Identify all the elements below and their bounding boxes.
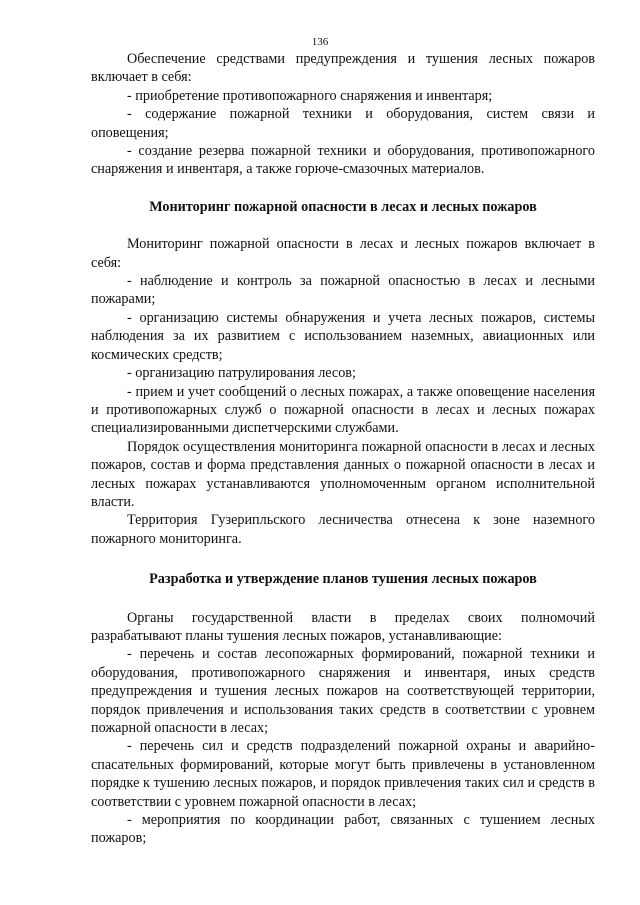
page-number: 136 xyxy=(311,36,329,48)
monitoring-paragraph: Порядок осуществления мониторинга пожарной опасности в лесах и лесных пожаров, состав и форма представления данных о пожарной опасности в лесах и лесных пожарах устанавливаются уполномоченным органом исполнительной власти. xyxy=(91,438,595,510)
plans-paragraph: Органы государственной власти в пределах своих полномочий разрабатывают планы тушения лесных пожаров, устанавливающие: xyxy=(91,609,595,644)
monitoring-paragraph: Территория Гузерипльского лесничества отнесена к зоне наземного пожарного мониторинга. xyxy=(91,512,595,547)
spacer xyxy=(91,589,595,609)
monitoring-list-item: - наблюдение и контроль за пожарной опасностью в лесах и лесными пожарами; xyxy=(91,273,595,308)
plans-list-item: - перечень сил и средств подразделений пожарной охраны и аварийно-спасательных формирований, которые могут быть привлечены в установленном порядке к тушению лесных пожаров, и порядок привлечения таких сил и средств в соответствии с уровнем пожарной опасности в лесах; xyxy=(91,738,595,810)
spacer xyxy=(91,548,595,570)
spacer xyxy=(91,216,595,235)
monitoring-list-item: - организацию патрулирования лесов; xyxy=(127,365,356,382)
page-content xyxy=(91,50,595,848)
intro-list-item: - содержание пожарной техники и оборудования, систем связи и оповещения; xyxy=(91,106,595,141)
plans-list-item: - мероприятия по координации работ, связанных с тушением лесных пожаров; xyxy=(91,812,595,847)
intro-list-item: - создание резерва пожарной техники и оборудования, противопожарного снаряжения и инвентаря, а также горюче-смазочных материалов. xyxy=(91,143,595,178)
intro-paragraph: Обеспечение средствами предупреждения и тушения лесных пожаров включает в себя: xyxy=(91,51,595,86)
monitoring-paragraph: Мониторинг пожарной опасности в лесах и лесных пожаров включает в себя: xyxy=(91,236,595,271)
intro-list-item: - приобретение противопожарного снаряжения и инвентаря; xyxy=(127,87,493,104)
section-heading-monitoring: Мониторинг пожарной опасности в лесах и лесных пожаров xyxy=(149,198,537,215)
spacer xyxy=(91,179,595,198)
monitoring-list-item: - прием и учет сообщений о лесных пожарах, а также оповещение населения и противопожарных служб о пожарной опасности в лесах и лесных пожарах специализированными диспетчерскими службами. xyxy=(91,383,595,437)
plans-list-item: - перечень и состав лесопожарных формирований, пожарной техники и оборудования, противопожарного снаряжения и инвентаря, иных средств предупреждения и тушения лесных пожаров на соответствующей территории, порядок привлечения и использования таких средств в соответствии с уровнем пожарной опасности в лесах; xyxy=(91,646,595,736)
section-heading-plans: Разработка и утверждение планов тушения лесных пожаров xyxy=(149,571,537,588)
monitoring-list-item: - организацию системы обнаружения и учета лесных пожаров, системы наблюдения за их развитием с использованием наземных, авиационных или космических средств; xyxy=(91,309,595,363)
